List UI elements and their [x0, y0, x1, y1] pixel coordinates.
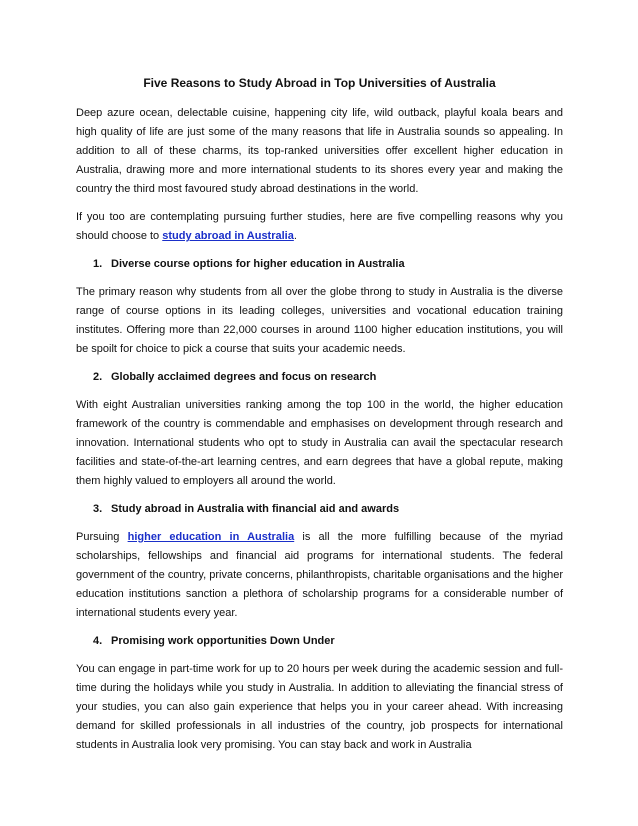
section-paragraph-1: The primary reason why students from all over the globe throng to study in Australia is the diverse range of course options in its leading colleges, universities and vocational education training institutes. Offering more than 22,000 courses in around 1100 higher education institutions, you will be spoilt for choice to pick a course that suits your academic needs.: [76, 286, 563, 355]
higher-education-link[interactable]: higher education in Australia: [127, 531, 295, 543]
section-paragraph-3: Pursuing higher education in Australia is all the more fulfilling because of the myriad scholarships, fellowships and financial aid programs for international students. The federal government of the country, private concerns, philanthropists, charitable organisations and the higher education institutions sanction a plethora of scholarship programs for a considerable number of international students every year.: [76, 531, 563, 619]
section-heading-4: 4. Promising work opportunities Down Under: [93, 635, 335, 647]
section-heading-1: 1. Diverse course options for higher education in Australia: [93, 258, 405, 270]
study-abroad-link[interactable]: study abroad in Australia: [162, 230, 294, 242]
section-paragraph-2: With eight Australian universities ranking among the top 100 in the world, the higher education framework of the country is commendable and emphasises on development through research and innovation. International students who opt to study in Australia can avail the spectacular research facilities and state-of-the-art learning centres, and earn degrees that have a global repute, making them highly valued to employers all around the world.: [76, 399, 563, 487]
document-page: [76, 74, 563, 764]
section-heading-3: 3. Study abroad in Australia with financial aid and awards: [93, 503, 400, 515]
section-paragraph-4: You can engage in part-time work for up to 20 hours per week during the academic session and full-time during the holidays while you study in Australia. In addition to alleviating the financial stress of your studies, you can also gain experience that helps you in your career ahead. With increasing demand for skilled professionals in all industries of the country, job prospects for international students in Australia look very promising. You can stay back and work in Australia: [76, 663, 563, 751]
intro-paragraph: Deep azure ocean, delectable cuisine, happening city life, wild outback, playful koala bears and high quality of life are just some of the many reasons that life in Australia sounds so appealing. In addition to all of these charms, its top-ranked universities offer excellent higher education in Australia, drawing more and more international students to its shores every year and making the country the third most favoured study abroad destinations in the world.: [76, 107, 563, 195]
document-title: Five Reasons to Study Abroad in Top Universities of Australia: [143, 76, 496, 90]
section-heading-2: 2. Globally acclaimed degrees and focus on research: [93, 371, 377, 383]
intro-paragraph-2: If you too are contemplating pursuing further studies, here are five compelling reasons why you should choose to study abroad in Australia.: [76, 211, 563, 242]
